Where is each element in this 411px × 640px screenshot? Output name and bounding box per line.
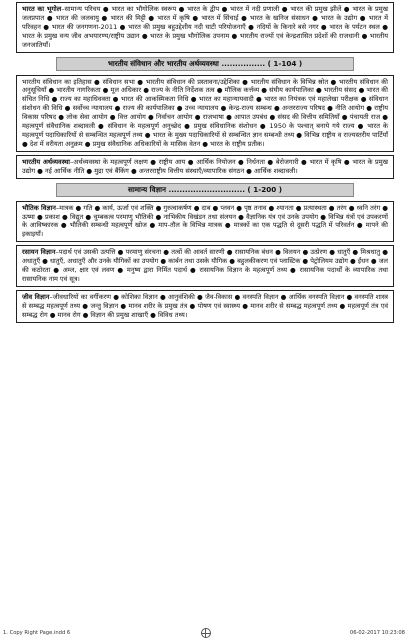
biology-topics: –जीवधारियों का वर्गीकरण ● कोशिका विज्ञान ● आनुवंशिकी ● जैव-विकास ● वनस्पति विज्ञान ● आर्थिक वनस्पति विज्ञान ● वनस्पति शास्त्र से सम्बद्ध महत्वपूर्ण तथ्य ● जन्तु विज्ञान ● मानव शरीर के प्रमुख तंत्र ● पोषण एवं स्वास्थ्य ● मानव शरीर से सम्बद्ध महत्वपूर्ण तथ्य ● महत्वपूर्ण तंत्र एवं सम्बद्ध रोग ● मानव रोग ● विज्ञान की प्रमुख शाखाएँ ● विविध तथ्य। [22,292,388,319]
chemistry-heading: रसायन विज्ञान [22,248,56,257]
constitution-topics: भारतीय संविधान का इतिहास ● संविधान सभा ● भारतीय संविधान की प्रस्तावना/उद्देशिका ● भारतीय संविधान के विभिन्न स्रोत ● भारतीय संविधान की अनुसूचियाँ ● भारतीय नागरिकता ● मूल अधिकार ● राज्य के नीति निर्देशक तत्व ● मौलिक कर्त्तव्य ● संघीय कार्यपालिका ● भारतीय संसद ● भारत की संचित निधि ● राज्य का महाधिवक्ता ● भारत की आकस्मिकता निधि ● भारत का महान्यायवादी ● भारत का नियंत्रक एवं महालेखा परीक्षक ● संविधान संशोधन की विधि ● सर्वोच्च न्यायालय ● राज्य की कार्यपालिका ● उच्च न्यायालय ● केन्द्र-राज्य सम्बन्ध ● अन्तरराज्य परिषद ● नीति आयोग ● राष्ट्रीय विकास परिषद ● लोक सेवा आयोग ● वित्त आयोग ● निर्वाचन आयोग ● राजभाषा ● आपात उपबंध ● संसद की वित्तीय समितियाँ ● पंचायती राज ● महत्वपूर्ण संवैधानिक शब्दावली ● संविधान के महत्वपूर्ण अनुच्छेद ● प्रमुख संविधानिक संशोधन ● 1950 के पश्चात् बनाये गये राज्य ● भारत के महत्वपूर्ण पदाधिकारियों से सम्बन्धित महत्वपूर्ण तथ्य ● भारत के मुख्य पदाधिकारियों से सम्बन्धित ज्ञान सम्बन्धी तथ्य ● विभिन्न राष्ट्रीय व राज्यस्तरीय पार्टियाँ ● देश में वरीयता अनुक्रम ● प्रमुख संवैधानिक अधिकारियों के मासिक वेतन ● भारत के राष्ट्रीय प्रतीक। [22,77,388,148]
economy-paragraph [22,158,388,176]
contents-list [16,2,394,323]
physics-topics: –मात्रक ● गति ● कार्य, ऊर्जा एवं शक्ति ● गुरुत्वाकर्षण ● दाब ● प्लवन ● पृष्ठ तनाव ● श्यानता ● प्रत्यास्थता ● तरंग ● ध्वनि तरंग ● ऊष्मा ● प्रकाश ● विद्युत ● चुम्बकत्व परमाणु भौतिकी ● नाभिकीय विखंडन तथा संलयन ● वैज्ञानिक यंत्र एवं उनके उपयोग ● विभिन्न यंत्रों एवं उपकरणों के आविष्कारक ● भौतिकी सम्बन्धी महत्वपूर्ण खोज ● माप-तौल के विभिन्न मात्रक ● मात्रकों का एक पद्धति से दूसरी पद्धति में परिवर्तन ● मापने की इकाइयाँ। [22,203,388,239]
biology-paragraph [22,293,388,320]
physics-paragraph [22,204,388,240]
biology-heading: जीव विज्ञान [22,292,50,301]
section-geography [16,2,394,53]
general-science-band: सामान्य विज्ञान ............................ ( 1-200 ) [56,183,354,197]
geography-heading: भारत का भूगोल [22,5,62,13]
section-biology [16,290,394,323]
print-footer [0,628,411,640]
geography-paragraph [22,5,388,50]
economy-topics: –अर्थव्यवस्था के महत्वपूर्ण लक्षण ● राष्ट्रीय आय ● आर्थिक नियोजन ● निर्धनता ● बेरोजगारी ● भारत में कृषि ● भारत के प्रमुख उद्योग ● नई आर्थिक नीति ● मुद्रा एवं बैंकिंग ● अन्तरराष्ट्रीय वित्तीय संस्थाएँ/व्यापारिक संगठन ● आर्थिक शब्दावली। [22,157,388,175]
section-constitution [16,75,394,152]
footer-filename: 1. Copy Right Page.indd 6 [3,630,71,636]
section-physics [16,201,394,243]
section-economy [16,155,394,179]
footer-timestamp: 06-02-2017 10:23:08 [349,630,405,636]
chemistry-topics: –पदार्थ एवं उसकी उत्पत्ति ● परमाणु संरचना ● तत्वों की आवर्त सारणी ● रासायनिक बंधन ● विलयन ● उत्प्रेरण ● धातुएँ ● मिश्रधातु ● अधातुएँ ● धातुएँ, अधातुएँ और उनके यौगिकों का उपयोग ● कार्बन तथा उसके यौगिक ● बहुलकीकरण एवं प्लास्टिक ● पेट्रोलियम उद्योग ● ईंधन ● जल की कठोरता ● अम्ल, क्षार एवं लवण ● मनुष्य द्वारा निर्मित पदार्थ ● रासायनिक विज्ञान के महत्वपूर्ण तथ्य ● रासायनिक पदार्थों के व्यापारिक तथा रासायनिक नाम एवं सूत्र। [22,248,388,283]
section-chemistry [16,245,394,287]
geography-topics: –सामान्य परिचय ● भारत का भौगोलिक स्वरूप ● भारत के द्वीप ● भारत में नदी प्रणाली ● भारत की प्रमुख झीलें ● भारत के प्रमुख जलप्रपात ● भारत की जलवायु ● भारत की मिट्टी ● भारत में कृषि ● भारत में सिंचाई ● भारत के खनिज संसाधन ● भारत के उद्योग ● भारत में परिवहन ● भारत की जनगणना-2011 ● भारत की प्रमुख बहुउद्देशीय नदी घाटी परियोजनाएँ ● नदियों के किनारे बसे नगर ● भारत के पर्यटन स्थल ● भारत के प्रमुख वन्य जीव अभयारण्य/राष्ट्रीय उद्यान ● भारत के प्रमुख भौगोलिक उपनाम ● भारतीय राज्यों एवं केन्द्रशासित प्रदेशों की राजधानी ● भारतीय जनजातियाँ। [22,5,388,49]
physics-heading: भौतिक विज्ञान [22,203,56,212]
constitution-economy-band: भारतीय संविधान और भारतीय अर्थव्यवस्था ................ ( 1-104 ) [56,57,354,71]
chemistry-paragraph [22,248,388,284]
economy-heading: भारतीय अर्थव्यवस्था [22,157,70,166]
